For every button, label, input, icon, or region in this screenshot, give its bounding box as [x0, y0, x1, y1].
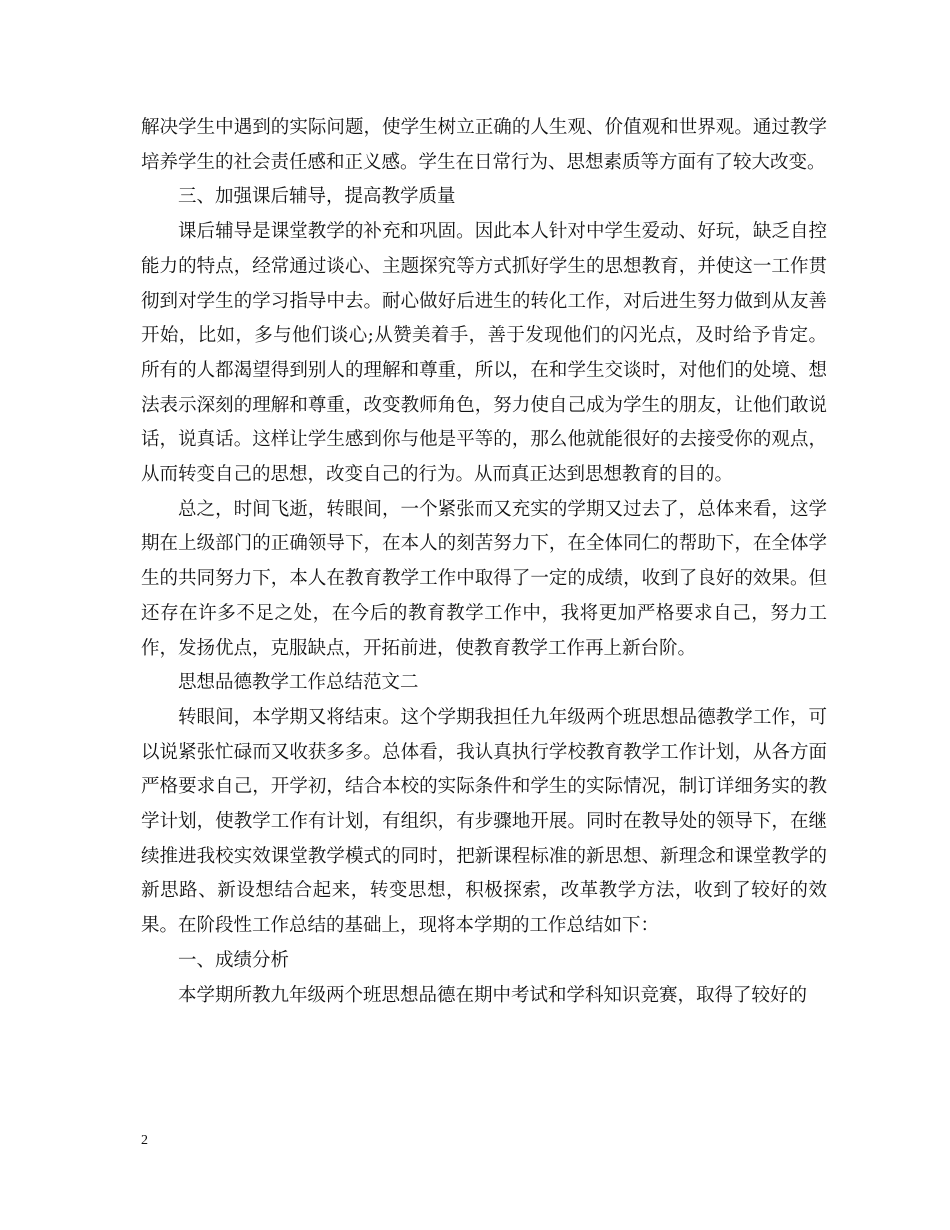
page-number: 2 [141, 1133, 148, 1148]
section-heading: 三、加强课后辅导，提高教学质量 [178, 186, 456, 208]
article-title: 思想品德教学工作总结范文二 [178, 672, 419, 694]
body-paragraph: 解决学生中遇到的实际问题，使学生树立正确的人生观、价值观和世界观。通过教学培养学生的社会责任感和正义感。学生在日常行为、思想素质等方面有了较大改变。 [141, 117, 827, 173]
body-paragraph: 转眼间，本学期又将结束。这个学期我担任九年级两个班思想品德教学工作，可以说紧张忙碌而又收获多多。总体看，我认真执行学校教育教学工作计划，从各方面严格要求自己，开学初，结合本校的实际条件和学生的实际情况，制订详细务实的教学计划，使教学工作有计划，有组织，有步骤地开展。同时在教导处的领导下，在继续推进我校实效课堂教学模式的同时，把新课程标准的新思想、新理念和课堂教学的新思路、新设想结合起来，转变思想，积极探索，改革教学方法，收到了较好的效果。在阶段性工作总结的基础上，现将本学期的工作总结如下： [141, 706, 827, 937]
body-paragraph: 本学期所教九年级两个班思想品德在期中考试和学科知识竞赛，取得了较好的 [178, 984, 808, 1006]
body-paragraph: 课后辅导是课堂教学的补充和巩固。因此本人针对中学生爱动、好玩，缺乏自控能力的特点，经常通过谈心、主题探究等方式抓好学生的思想教育，并使这一工作贯彻到对学生的学习指导中去。耐心做好后进生的转化工作，对后进生努力做到从友善开始，比如，多与他们谈心;从赞美着手，善于发现他们的闪光点，及时给予肯定。所有的人都渴望得到别人的理解和尊重，所以，在和学生交谈时，对他们的处境、想法表示深刻的理解和尊重，改变教师角色，努力使自己成为学生的朋友，让他们敢说话，说真话。这样让学生感到你与他是平等的，那么他就能很好的去接受你的观点，从而转变自己的思想，改变自己的行为。从而真正达到思想教育的目的。 [141, 221, 827, 486]
body-paragraph: 总之，时间飞逝，转眼间，一个紧张而又充实的学期又过去了，总体来看，这学期在上级部门的正确领导下，在本人的刻苦努力下，在全体同仁的帮助下，在全体学生的共同努力下，本人在教育教学工作中取得了一定的成绩，收到了良好的效果。但还存在许多不足之处，在今后的教育教学工作中，我将更加严格要求自己，努力工作，发扬优点，克服缺点，开拓前进，使教育教学工作再上新台阶。 [141, 498, 827, 659]
document-body [141, 111, 827, 1013]
section-heading: 一、成绩分析 [178, 949, 290, 971]
